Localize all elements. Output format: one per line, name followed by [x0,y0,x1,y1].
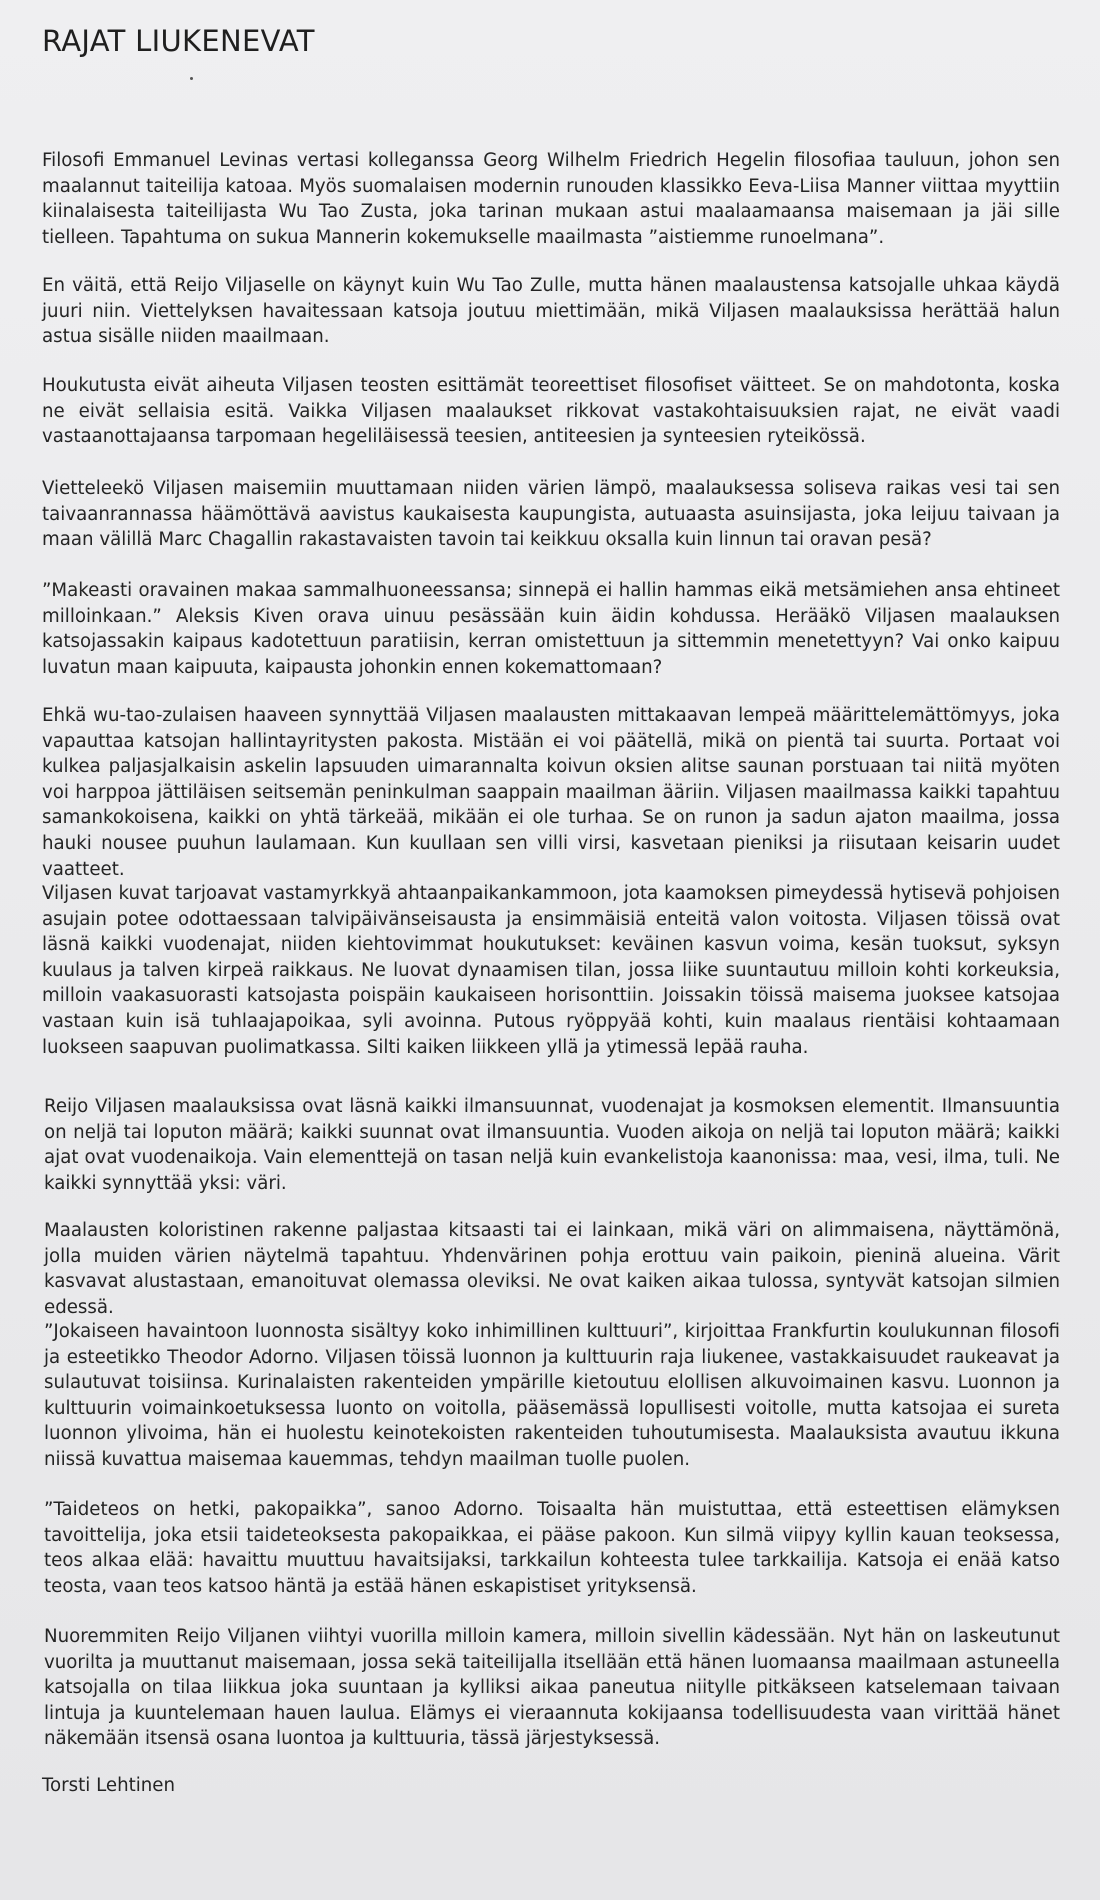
paragraph-8: Reijo Viljasen maalauksissa ovat läsnä kaikki ilmansuunnat, vuodenajat ja kosmoksen elementit. Ilmansuuntia on neljä tai loputon määrä; kaikki suunnat ovat ilmansuuntia. Vuoden aikoja on neljä tai loputon määrä; kaikki ajat ovat vuodenaikoja. Vain elementtejä on tasan neljä kuin evankelistoja kaanonissa: maa, vesi, ilma, tuli. Ne kaikki synnyttää yksi: väri. [44,1096,1060,1194]
paragraph-2: En väitä, että Reijo Viljaselle on käynyt kuin Wu Tao Zulle, mutta hänen maalaustensa katsojalle uhkaa käydä juuri niin. Viettelyksen havaitessaan katsoja joutuu miettimään, mikä Viljasen maalauksissa herättää halun astua sisälle niiden maailmaan. [42,275,1060,348]
paragraph-11: ”Taideteos on hetki, pakopaikka”, sanoo Adorno. Toisaalta hän muistuttaa, että esteettisen elämyksen tavoittelija, joka etsii taideteoksesta pakopaikkaa, ei pääse pakoon. Kun silmä viipyy kyllin kauan teoksessa, teos alkaa elää: havaittu muuttuu havaitsijaksi, tarkkailun kohteesta tulee tarkkailija. Katsoja ei enää katso teosta, vaan teos katsoo häntä ja estää hänen eskapistiset yrityksensä. [44,1499,1060,1597]
paragraph-6: Ehkä wu-tao-zulaisen haaveen synnyttää Viljasen maalausten mittakaavan lempeä määrittelemättömyys, joka vapauttaa katsojan hallintayritysten pakosta. Mistään ei voi päätellä, mikä on pientä tai suurta. Portaat voi kulkea paljasjalkaisin askelin lapsuuden uimarannalta koivun oksien alitse saunan porstuaan tai niitä myöten voi harppoa jättiläisen seitsemän peninkulman saappain maailman ääriin. Viljasen maailmassa kaikki tapahtuu samankokoisena, kaikki on yhtä tärkeää, mikään ei ole turhaa. Se on runon ja sadun ajaton maailma, jossa hauki nousee puuhun laulamaan. Kun kuullaan sen villi virsi, kasvetaan pieniksi ja riisutaan keisarin uudet vaatteet. [42,705,1060,880]
paragraph-3: Houkutusta eivät aiheuta Viljasen teosten esittämät teoreettiset filosofiset väitteet. Se on mahdotonta, koska ne eivät sellaisia esitä. Vaikka Viljasen maalaukset rikkovat vastakohtaisuuksien rajat, ne eivät vaadi vastaanottajaansa tarpomaan hegeliläisessä teesien, antiteesien ja synteesien ryteikössä. [42,375,1060,448]
paragraph-4: Vietteleekö Viljasen maisemiin muuttamaan niiden värien lämpö, maalauksessa soliseva raikas vesi tai sen taivaanrannassa häämöttävä aavistus kaukaisesta kaupungista, autuaasta asuinsijasta, joka leijuu taivaan ja maan välillä Marc Chagallin rakastavaisten tavoin tai keikkuu oksalla kuin linnun tai oravan pesä? [42,478,1060,551]
paragraph-9: Maalausten koloristinen rakenne paljastaa kitsaasti tai ei lainkaan, mikä väri on alimmaisena, näyttämönä, jolla muiden värien näytelmä tapahtuu. Yhdenvärinen pohja erottuu vain paikoin, pieninä alueina. Värit kasvavat alustastaan, emanoituvat olemassa oleviksi. Ne ovat kaiken aikaa tulossa, syntyvät katsojan silmien edessä. [44,1220,1060,1318]
paragraph-1: Filosofi Emmanuel Levinas vertasi kolleganssa Georg Wilhelm Friedrich Hegelin filosofiaa tauluun, johon sen maalannut taiteilija katoaa. Myös suomalaisen modernin runouden klassikko Eeva-Liisa Manner viittaa myyttiin kiinalaisesta taiteilijasta Wu Tao Zusta, joka tarinan mukaan astui maalaamaansa maisemaan ja jäi sille tielleen. Tapahtuma on sukua Mannerin kokemukselle maailmasta ”aistiemme runoelmana”. [42,150,1060,248]
paragraph-12: Nuoremmiten Reijo Viljanen viihtyi vuorilla milloin kamera, milloin sivellin kädessään. Nyt hän on laskeutunut vuorilta ja muuttanut maisemaan, jossa sekä taiteilijalla itsellään että hänen luomaansa maailmaan astuneella katsojalla on tilaa liikkua joka suuntaan ja kylliksi aikaa paneutua niitylle pitkäkseen katselemaan taivaan lintuja ja kuuntelemaan hauen laulua. Elämys ei vieraannuta kokijaansa todellisuudesta vaan virittää hänet näkemään itsensä osana luontoa ja kulttuuria, tässä järjestyksessä. [44,1626,1060,1750]
paragraph-7: Viljasen kuvat tarjoavat vastamyrkkyä ahtaanpaikankammoon, jota kaamoksen pimeydessä hytisevä pohjoisen asujain potee odottaessaan talvipäivänseisausta ja ensimmäisiä enteitä valon voitosta. Viljasen töissä ovat läsnä kaikki vuodenajat, niiden kiehtovimmat houkutukset: keväinen kasvun voima, kesän tuoksut, syksyn kuulaus ja talven kirpeä raikkaus. Ne luovat dynaamisen tilan, jossa liike suuntautuu milloin kohti korkeuksia, milloin vaakasuorasti katsojasta poispäin kaukaiseen horisonttiin. Joissakin töissä maisema juoksee katsojaa vastaan kuin isä tuhlaajapoikaa, syli avoinna. Putous ryöppyää kohti, kuin maalaus rientäisi kohtaamaan luokseen saapuvan puolimatkassa. Silti kaiken liikkeen yllä ja ytimessä lepää rauha. [42,883,1060,1058]
article-title: RAJAT LIUKENEVAT [42,24,315,58]
author-signature: Torsti Lehtinen [42,1775,176,1796]
paragraph-5: ”Makeasti oravainen makaa sammalhuoneessansa; sinnepä ei hallin hammas eikä metsämiehen ansa ehtineet milloinkaan.” Aleksis Kiven orava uinuu pesässään kuin äidin kohdussa. Herääkö Viljasen maalauksen katsojassakin kaipaus kadotettuun paratiisin, kerran omistettuun ja sittemmin menetettyyn? Vai onko kaipuu luvatun maan kaipuuta, kaipausta johonkin ennen kokemattomaan? [42,580,1060,678]
print-speck [190,77,193,80]
paragraph-10: ”Jokaiseen havaintoon luonnosta sisältyy koko inhimillinen kulttuuri”, kirjoittaa Frankfurtin koulukunnan filosofi ja esteetikko Theodor Adorno. Viljasen töissä luonnon ja kulttuurin raja liukenee, vastakkaisuudet raukeavat ja sulautuvat toisiinsa. Kurinalaisten rakenteiden ympärille kietoutuu elollisen alkuvoimainen kasvu. Luonnon ja kulttuurin voimainkoetuksessa luonto on voitolla, pääsemässä lopullisesti voitolle, mutta katsojaa ei sureta luonnon ylivoima, hän ei huolestu keinotekoisten rakenteiden tuhoutumisesta. Maalauksista avautuu ikkuna niissä kuvattua maisemaa kauemmas, tehdyn maailman tuolle puolen. [44,1321,1060,1470]
